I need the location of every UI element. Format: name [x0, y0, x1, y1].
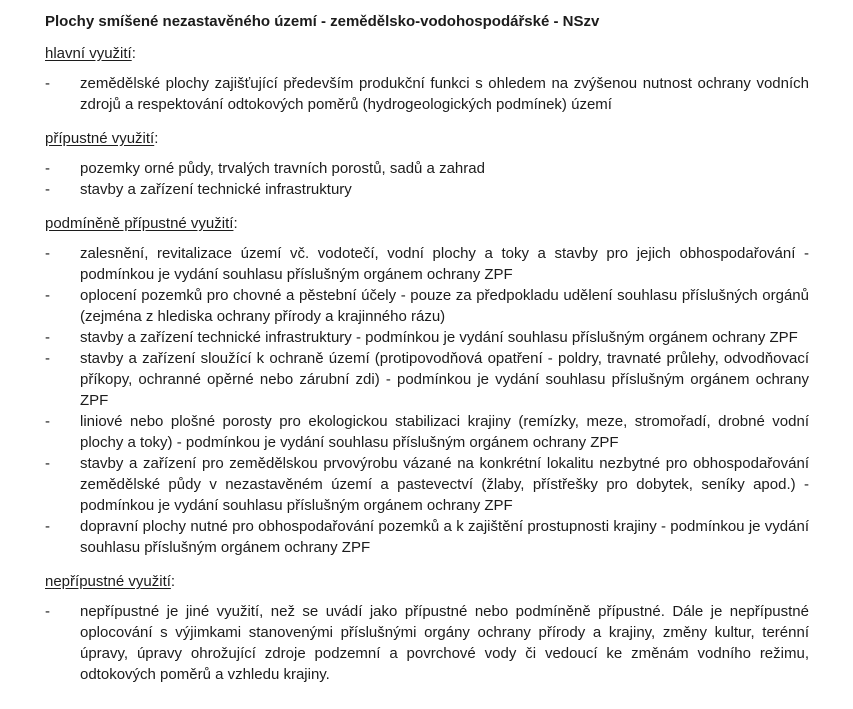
- section-heading-pripustne-vyuziti: [45, 128, 809, 149]
- list-item-text: stavby a zařízení pro zemědělskou prvovýrobu vázané na konkrétní lokalitu nezbytné pro obhospodařování zemědělské půdy v nezastavěném území a pastevectví (žlaby, přístřešky pro dobytek, seníky apod.) - podmínkou je vydání souhlasu příslušným orgánem ochrany ZPF: [80, 455, 809, 514]
- bullet-marker: -: [45, 329, 50, 346]
- section-heading-label: podmíněně přípustné využití: [45, 215, 234, 232]
- list-item-text: stavby a zařízení sloužící k ochraně území (protipovodňová opatření - poldry, travnaté průlehy, odvodňovací příkopy, ochranné opěrné nebo zárubní zdi) - podmínkou je vydání souhlasu příslušným orgánem ochrany ZPF: [80, 350, 809, 409]
- section-heading-nepripustne-vyuziti: [45, 571, 809, 592]
- bullet-marker: -: [45, 413, 50, 430]
- section-heading-colon: :: [154, 130, 159, 147]
- list-item: [45, 348, 809, 411]
- list-item-text: stavby a zařízení technické infrastruktury - podmínkou je vydání souhlasu příslušným orgánem ochrany ZPF: [80, 329, 798, 346]
- bullet-marker: -: [45, 287, 50, 304]
- section-heading-label: hlavní využití: [45, 45, 132, 62]
- list-item: [45, 327, 809, 348]
- bullet-marker: -: [45, 455, 50, 472]
- section-heading-hlavni-vyuziti: [45, 43, 809, 64]
- bullet-marker: -: [45, 181, 50, 198]
- list-item: [45, 516, 809, 558]
- page-title: Plochy smíšené nezastavěného území - zemědělsko-vodohospodářské - NSzv: [45, 13, 600, 30]
- bullet-marker: -: [45, 75, 50, 92]
- bullet-list-hlavni-vyuziti: [45, 73, 809, 115]
- list-item: [45, 601, 809, 685]
- section-heading-label: nepřípustné využití: [45, 573, 171, 590]
- list-item: [45, 73, 809, 115]
- list-item: [45, 179, 809, 200]
- list-item: [45, 453, 809, 516]
- list-item: [45, 411, 809, 453]
- list-item-text: zemědělské plochy zajišťující především produkční funkci s ohledem na zvýšenou nutnost ochrany vodních zdrojů a respektování odtokových poměrů (hydrogeologických podmínek) území: [80, 75, 809, 113]
- bullet-list-podminene-pripustne-vyuziti: [45, 243, 809, 558]
- list-item-text: nepřípustné je jiné využití, než se uvádí jako přípustné nebo podmíněně přípustné. Dále je nepřípustné oplocování s výjimkami stanovenými příslušnými orgány ochrany přírody a krajiny, změny kultur, terénní úpravy, úpravy ohrožující zdroje podzemní a povrchové vody či vedoucí ke změnám vodního režimu, odtokových poměrů a vzhledu krajiny.: [80, 603, 809, 683]
- bullet-list-pripustne-vyuziti: [45, 158, 809, 200]
- list-item-text: liniové nebo plošné porosty pro ekologickou stabilizaci krajiny (remízky, meze, stromořadí, drobné vodní plochy a toky) - podmínkou je vydání souhlasu příslušným orgánem ochrany ZPF: [80, 413, 809, 451]
- bullet-marker: -: [45, 518, 50, 535]
- section-heading-colon: :: [233, 215, 238, 232]
- bullet-list-nepripustne-vyuziti: [45, 601, 809, 685]
- section-heading-colon: :: [170, 573, 176, 590]
- list-item-text: stavby a zařízení technické infrastruktury: [80, 181, 352, 198]
- section-heading-colon: :: [131, 45, 136, 62]
- list-item-text: oplocení pozemků pro chovné a pěstební účely - pouze za předpokladu udělení souhlasu příslušných orgánů (zejména z hlediska ochrany přírody a krajinného rázu): [80, 287, 809, 325]
- bullet-marker: -: [45, 350, 50, 367]
- bullet-marker: -: [45, 160, 50, 177]
- list-item-text: dopravní plochy nutné pro obhospodařování pozemků a k zajištění prostupnosti krajiny - podmínkou je vydání souhlasu příslušným orgánem ochrany ZPF: [80, 518, 809, 556]
- section-heading-label: přípustné využití: [45, 130, 155, 147]
- list-item: [45, 158, 809, 179]
- bullet-marker: -: [45, 603, 50, 620]
- list-item-text: zalesnění, revitalizace území vč. vodotečí, vodní plochy a toky a stavby pro jejich obhospodařování - podmínkou je vydání souhlasu příslušným orgánem ochrany ZPF: [80, 245, 809, 283]
- section-heading-podminene-pripustne-vyuziti: [45, 213, 809, 234]
- list-item: [45, 243, 809, 285]
- list-item: [45, 285, 809, 327]
- list-item-text: pozemky orné půdy, trvalých travních porostů, sadů a zahrad: [80, 160, 485, 177]
- bullet-marker: -: [45, 245, 50, 262]
